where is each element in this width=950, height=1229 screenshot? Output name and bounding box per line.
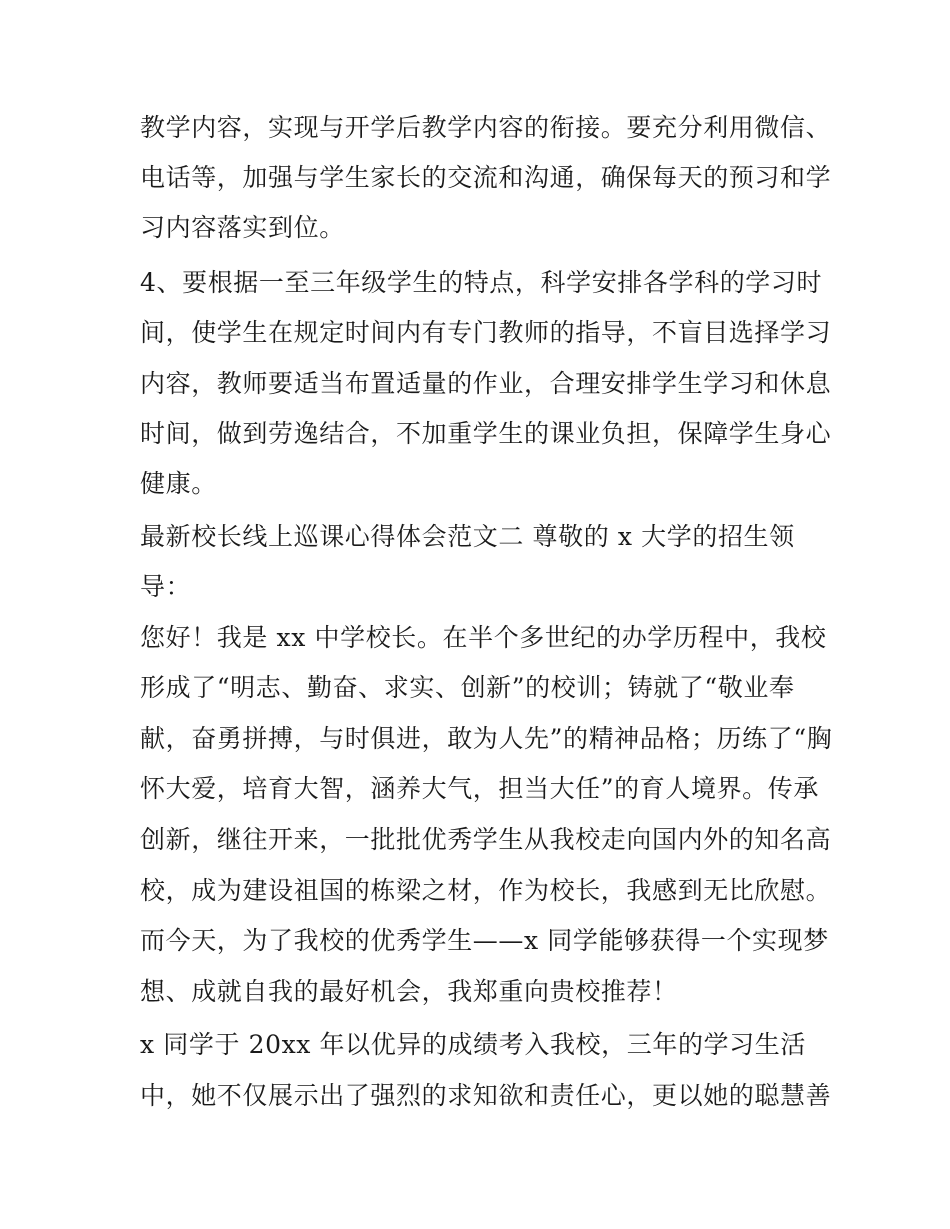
text-line: 怀大爱，培育大智，涵养大气，担当大任”的育人境界。传承	[140, 774, 819, 803]
text-line: x 同学于 20xx 年以优异的成绩考入我校，三年的学习生活	[140, 1030, 806, 1059]
text-line: 校，成为建设祖国的栋梁之材，作为校长，我感到无比欣慰。	[140, 876, 832, 905]
text-line: 内容，教师要适当布置适量的作业，合理安排学生学习和休息	[140, 369, 832, 398]
text-line: 健康。	[140, 469, 217, 498]
text-line: 献，奋勇拼搏，与时俱进，敢为人先”的精神品格；历练了“胸	[140, 724, 833, 753]
text-line: 创新，继往开来，一批批优秀学生从我校走向国内外的知名高	[140, 825, 832, 854]
text-line: 形成了“明志、勤奋、求实、创新”的校训；铸就了“敬业奉	[140, 673, 795, 702]
text-line: 4、要根据一至三年级学生的特点，科学安排各学科的学习时	[140, 268, 823, 297]
text-line: 间，使学生在规定时间内有专门教师的指导，不盲目选择学习	[140, 318, 832, 347]
text-line: 中，她不仅展示出了强烈的求知欲和责任心，更以她的聪慧善	[140, 1081, 832, 1110]
text-line: 导：	[140, 572, 192, 601]
text-line: 习内容落实到位。	[140, 213, 345, 242]
text-line: 时间，做到劳逸结合，不加重学生的课业负担，保障学生身心	[140, 419, 832, 448]
text-line: 您好！我是 xx 中学校长。在半个多世纪的办学历程中，我校	[140, 623, 827, 652]
text-line: 而今天，为了我校的优秀学生——x 同学能够获得一个实现梦	[140, 926, 829, 955]
text-line: 电话等，加强与学生家长的交流和沟通，确保每天的预习和学	[140, 163, 832, 192]
text-line: 想、成就自我的最好机会，我郑重向贵校推荐！	[140, 977, 678, 1006]
text-line: 最新校长线上巡课心得体会范文二 尊敬的 x 大学的招生领	[140, 522, 795, 551]
text-line: 教学内容，实现与开学后教学内容的衔接。要充分利用微信、	[140, 113, 832, 142]
